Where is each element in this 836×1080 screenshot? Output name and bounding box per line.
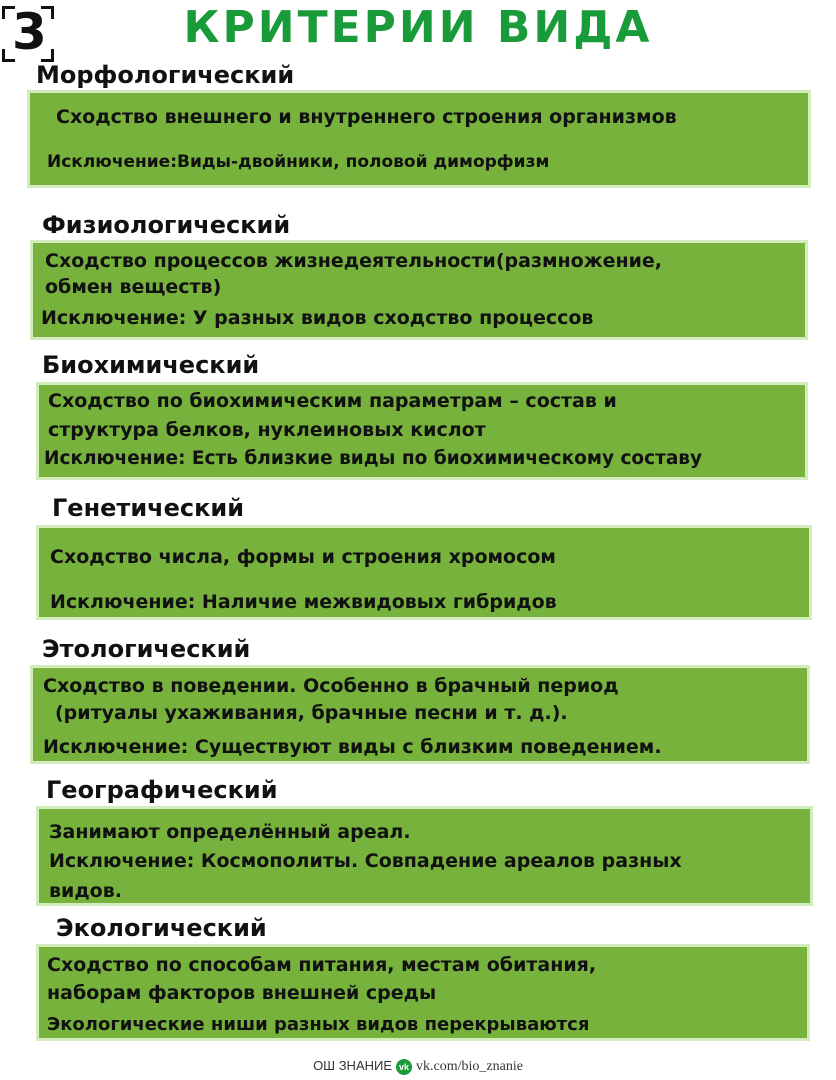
box-morphological xyxy=(27,90,811,188)
box-biochemical xyxy=(36,382,808,480)
heading-ethological: Этологический xyxy=(42,635,251,663)
footer-brand: ОШ ЗНАНИЕ xyxy=(313,1058,393,1073)
criterion-line: Сходство внешнего и внутреннего строения организмов xyxy=(56,106,677,128)
criterion-line: структура белков, нуклеиновых кислот xyxy=(48,419,486,441)
criterion-line: Сходство процессов жизнедеятельности(размножение, xyxy=(45,250,663,272)
criterion-line: обмен веществ) xyxy=(45,276,222,298)
box-geographical xyxy=(36,806,813,906)
criterion-line: Сходство числа, формы и строения хромосом xyxy=(50,546,556,568)
exception-line: Исключение: У разных видов сходство процессов xyxy=(41,307,594,329)
exception-line: Исключение:Виды-двойники, половой диморфизм xyxy=(47,152,550,172)
heading-geographical: Географический xyxy=(46,776,278,804)
box-ethological xyxy=(30,665,810,764)
exception-line: Исключение: Космополиты. Совпадение ареалов разных xyxy=(49,850,682,872)
criterion-line: Сходство по биохимическим параметрам – состав и xyxy=(48,390,617,412)
page-title: КРИТЕРИИ ВИДА xyxy=(183,2,653,53)
logo-number: 3 xyxy=(12,3,47,61)
heading-physiological: Физиологический xyxy=(42,211,291,239)
criterion-line: Экологические ниши разных видов перекрываются xyxy=(47,1014,590,1035)
criterion-line: наборам факторов внешней среды xyxy=(47,982,437,1004)
vk-icon: vk xyxy=(396,1059,412,1075)
exception-line: Исключение: Наличие межвидовых гибридов xyxy=(50,591,557,613)
heading-ecological: Экологический xyxy=(56,914,267,942)
criterion-line: Сходство в поведении. Особенно в брачный период xyxy=(43,675,619,697)
box-genetic xyxy=(36,525,812,620)
heading-biochemical: Биохимический xyxy=(42,351,260,379)
box-physiological xyxy=(30,240,808,340)
exception-line: видов. xyxy=(49,880,122,902)
criterion-line: Сходство по способам питания, местам обитания, xyxy=(47,954,597,976)
heading-genetic: Генетический xyxy=(52,494,245,522)
criterion-line: (ритуалы ухаживания, брачные песни и т. д.). xyxy=(55,702,568,724)
exception-line: Исключение: Существуют виды с близким поведением. xyxy=(43,736,662,758)
box-ecological xyxy=(36,944,810,1041)
footer xyxy=(0,1058,836,1075)
exception-line: Исключение: Есть близкие виды по биохимическому составу xyxy=(44,448,703,469)
heading-morphological: Морфологический xyxy=(36,61,295,89)
criterion-line: Занимают определённый ареал. xyxy=(49,821,411,843)
footer-link[interactable]: vk.com/bio_znanie xyxy=(416,1059,523,1074)
